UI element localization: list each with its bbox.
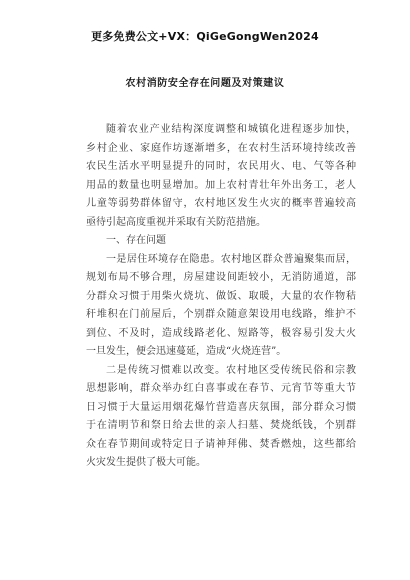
paragraph-line: 随着农业产业结构深度调整和城镇化进程逐步加快，: [106, 124, 356, 135]
paragraph-line: 众在春节期间或特定日子请神拜佛、焚香燃烛，这些都给: [86, 438, 356, 450]
paragraph-line: 日习惯于大量运用烟花爆竹营造喜庆氛围，部分群众习惯: [86, 401, 356, 413]
intro-paragraph: [86, 121, 356, 232]
promo-banner: 更多免费公文+VX：QiGeGongWen2024: [91, 30, 319, 43]
paragraph-line: 火灾发生提供了极大可能。: [86, 457, 206, 468]
paragraph-line: 到位、不及时，造成线路老化、短路等，极容易引发大火: [86, 327, 356, 339]
paragraph-line: 乡村企业、家庭作坊逐渐增多，在农村生活环境持续改善: [86, 142, 356, 154]
section-heading: [86, 232, 356, 251]
paragraph-line: 一是居住环境存在隐患。农村地区群众普遍聚集而居，: [106, 253, 356, 265]
paragraph-line: 一旦发生，便会迅速蔓延，造成“火烧连营”。: [86, 346, 287, 357]
paragraph-line: 农民生活水平明显提升的同时，农民用火、电、气等各种: [86, 161, 356, 172]
paragraph-line: 秆堆积在门前屋后，个别群众随意架设用电线路，维护不: [86, 309, 356, 320]
paragraph-line: 于在清明节和祭日给去世的亲人扫墓、焚烧纸钱，个别群: [86, 420, 356, 431]
problem-two-paragraph: [86, 362, 356, 473]
paragraph-line: 用品的数量也明显增加。加上农村青壮年外出务工，老人: [86, 179, 356, 191]
paragraph-line: 亟待引起高度重视并采取有关防范措施。: [86, 216, 266, 228]
paragraph-line: 规划布局不够合理，房屋建设间距较小，无消防通道，部: [86, 272, 356, 283]
problem-one-paragraph: [86, 251, 356, 362]
section-heading-text: 一、存在问题: [106, 235, 166, 246]
paragraph-line: 思想影响，群众举办红白喜事或在春节、元宵节等重大节: [86, 383, 356, 394]
document-body: [86, 121, 356, 473]
document-title: 农村消防安全存在问题及对策建议: [125, 78, 285, 89]
paragraph-line: 二是传统习惯难以改变。农村地区受传统民俗和宗教: [106, 364, 356, 376]
paragraph-line: 儿童等弱势群体留守，农村地区发生火灾的概率普遍较高: [86, 198, 356, 209]
paragraph-line: 分群众习惯于用柴火烧坑、做饭、取暖，大量的农作物秸: [86, 290, 356, 302]
